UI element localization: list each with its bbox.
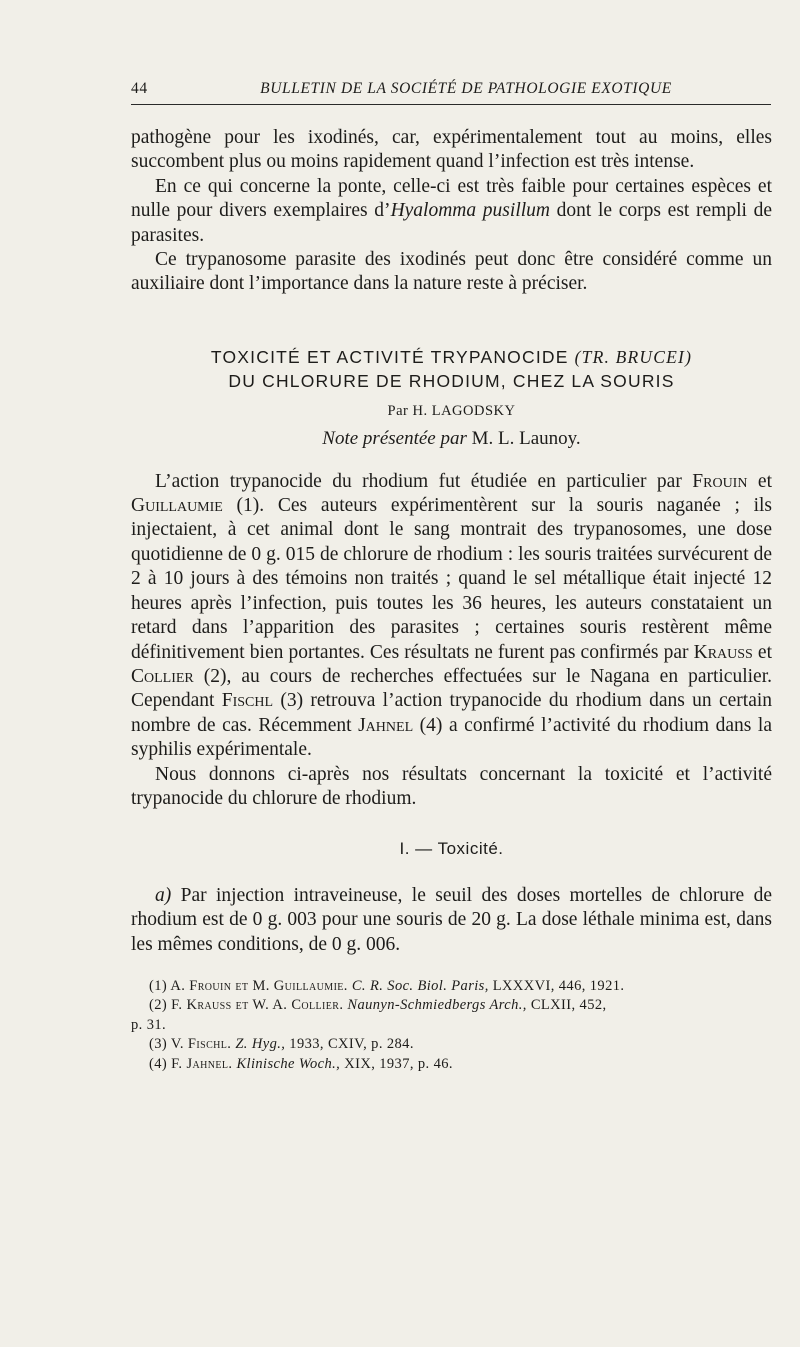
title-line-1 xyxy=(211,347,692,367)
running-title: BULLETIN DE LA SOCIÉTÉ DE PATHOLOGIE EXOTIQUE xyxy=(260,80,672,97)
footnote-3 xyxy=(131,1035,772,1055)
author-fischl: Fischl xyxy=(221,690,274,712)
fn1-source: C. R. Soc. Biol. Paris, xyxy=(351,977,489,994)
p1-text-e: (4) a confirmé l’activité du rhodium dans la syphilis expérimentale. xyxy=(131,714,773,761)
p1-text-c: (2), au cours de recherches effectuées sur le Nagana en particulier. Cependant xyxy=(131,665,772,712)
author-jahnel: Jahnel xyxy=(358,714,414,736)
fn4-source: Klinische Woch., xyxy=(236,1055,341,1072)
p3-text: Par injection intraveineuse, le seuil des doses mortelles de chlorure de rhodium est de 0 g. 003 pour une souris de 20 g. La dose léthale minima est, dans les mêmes conditions, de 0 g. 006. xyxy=(131,884,772,955)
footnote-2 xyxy=(131,996,772,1016)
p1-text-b: (1). Ces auteurs expérimentèrent sur la souris naganée ; ils injectaient, à cet animal dont le sang montrait des trypanosomes, une dose quotidienne de 0 g. 015 de chlorure de rhodium : les souris traitées survécurent de 2 à 10 jours à des témoins non traités ; quand le sel métallique était injecté 12 heures après l’infection, puis toutes les 36 heures, les auteurs constataient un retard dans l’apparition des parasites ; certaines souris restèrent même définitivement bien portantes. Ces résultats ne furent pas confirmés par xyxy=(131,495,772,663)
species-name: Hyalomma pusillum xyxy=(390,200,550,222)
fn1-reference: LXXXVI, 446, 1921. xyxy=(488,977,625,994)
fn4-reference: XIX, 1937, p. 46. xyxy=(340,1055,453,1072)
footnote-4 xyxy=(131,1055,772,1075)
page-body xyxy=(131,126,772,1074)
footnote-2-continuation: p. 31. xyxy=(131,1016,167,1033)
fn1-authors: A. Frouin et M. Guillaumie. xyxy=(167,977,352,994)
intro-p2-end: dont le corps est rempli de parasites. xyxy=(131,200,772,246)
author-collier: Collier xyxy=(131,665,194,687)
title-species: (TR. BRUCEI) xyxy=(574,346,693,367)
fn4-number: (4) xyxy=(149,1055,168,1072)
body-paragraph-2: Nous donnons ci-après nos résultats concernant la toxicité et l’activité trypanocide du chlorure de rhodium. xyxy=(131,763,772,809)
note-presenter: M. L. Launoy. xyxy=(471,428,581,450)
fn3-source: Z. Hyg., xyxy=(235,1036,286,1053)
fn2-number: (2) xyxy=(149,997,168,1014)
p1-text-a: L’action trypanocide du rhodium fut étudiée en particulier par xyxy=(155,470,693,492)
fn3-authors: V. Fischl. xyxy=(167,1036,236,1053)
intro-paragraph-1: pathogène pour les ixodinés, car, expérimentalement tout au moins, elles succombent plus ou moins rapidement quand l’infection est très intense. xyxy=(131,127,772,173)
section-heading-toxicity: I. — Toxicité. xyxy=(399,839,504,859)
title-line-2: DU CHLORURE DE RHODIUM, CHEZ LA SOURIS xyxy=(228,370,675,391)
fn4-authors: F. Jahnel. xyxy=(167,1055,237,1072)
intro-paragraph-2 xyxy=(131,175,772,248)
fn2-source: Naunyn-Schmiedbergs Arch., xyxy=(347,997,527,1014)
fn3-number: (3) xyxy=(149,1036,168,1053)
footnotes xyxy=(131,977,772,1075)
p1-and-2: et xyxy=(752,641,772,663)
author-krauss: Krauss xyxy=(693,641,753,663)
author-guillaumie: Guillaumie xyxy=(131,495,223,517)
author-byline: Par H. LAGODSKY xyxy=(387,402,516,419)
fn3-reference: 1933, CXIV, p. 284. xyxy=(285,1036,414,1053)
body-paragraph-3 xyxy=(131,884,772,957)
item-label-a: a) xyxy=(155,884,172,906)
footnote-1 xyxy=(131,977,772,997)
fn1-number: (1) xyxy=(149,977,168,994)
note-label: Note présentée par xyxy=(322,428,467,450)
fn2-authors: F. Krauss et W. A. Collier. xyxy=(167,997,348,1014)
intro-paragraph-3: Ce trypanosome parasite des ixodinés peut donc être considéré comme un auxiliaire dont l’importance dans la nature reste à préciser. xyxy=(131,249,772,295)
title-line-1-text: TOXICITÉ ET ACTIVITÉ TRYPANOCIDE xyxy=(210,346,569,367)
p1-text-d: (3) retrouva l’action trypanocide du rhodium dans un certain nombre de cas. Récemment xyxy=(131,690,773,736)
presentation-note xyxy=(131,427,772,451)
intro-p2-start: En ce qui concerne la ponte, celle-ci est très faible pour certaines espèces et nulle pour divers exemplaires d’ xyxy=(131,175,772,222)
body-paragraph-1 xyxy=(131,470,772,763)
p1-and-1: et xyxy=(747,470,772,492)
author-frouin: Frouin xyxy=(692,470,748,492)
page-number: 44 xyxy=(131,80,148,97)
article-title xyxy=(131,345,772,393)
running-header xyxy=(131,80,771,105)
fn2-reference: CLXII, 452, xyxy=(526,997,607,1014)
